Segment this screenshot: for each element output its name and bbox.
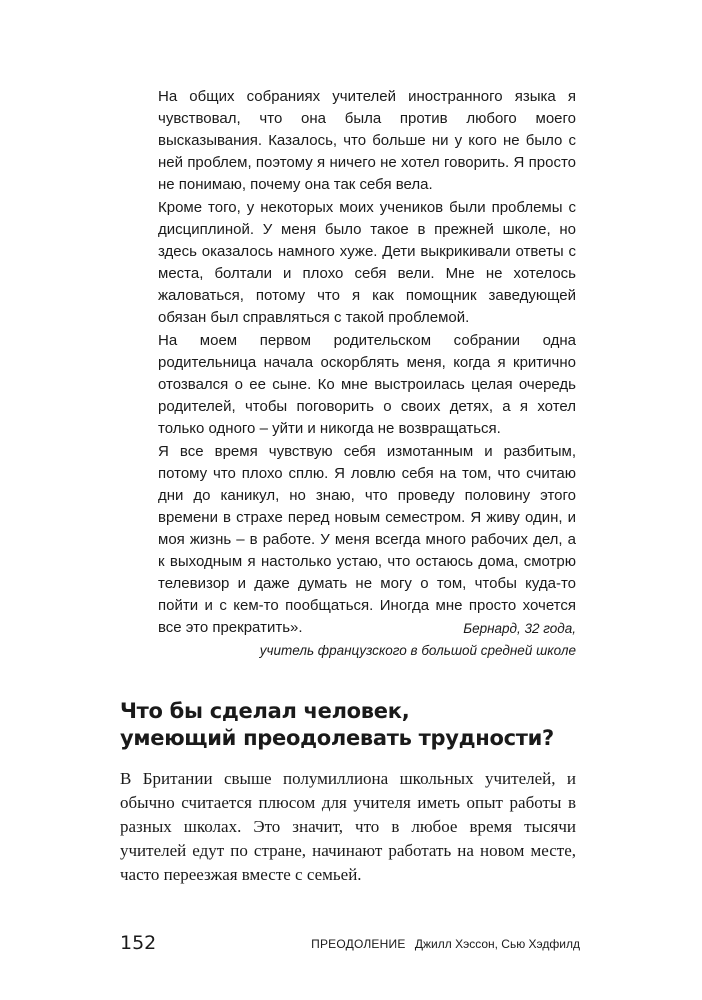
quote-paragraph: Кроме того, у некоторых моих учеников были проблемы с дисциплиной. У меня было такое в прежней школе, но здесь оказалось намного хуже. Дети выкрикивали ответы с места, болтали и плохо себя вели. Мне не хотелось жаловаться, потому что я как помощник заведующей обязан был справляться с такой проблемой. (158, 199, 576, 326)
section-heading-line: Что бы сделал человек, (120, 699, 410, 723)
running-footer (311, 936, 580, 952)
attribution-role: учитель французского в большой средней школе (259, 643, 576, 658)
quote-paragraph: На общих собраниях учителей иностранного языка я чувствовал, что она была против любого моего высказывания. Казалось, что больше ни у кого не было с ней проблем, поэтому я ничего не хотел говорить. Я просто не понимаю, почему она так себя вела. (158, 88, 576, 193)
book-authors: Джилл Хэссон, Сью Хэдфилд (414, 937, 580, 951)
section-heading-line: умеющий преодолевать трудности? (120, 726, 554, 750)
page-number: 152 (120, 932, 157, 954)
book-title: ПРЕОДОЛЕНИЕ (311, 937, 406, 951)
section-heading (120, 698, 600, 752)
section-body-paragraph: В Британии свыше полумиллиона школьных учителей, и обычно считается плюсом для учителя иметь опыт работы в разных школах. Это значит, что в любое время тысячи учителей едут по стране, начинают работать на новом месте, часто переезжая вместе с семьей. (120, 769, 576, 884)
testimonial-quote (158, 86, 576, 640)
quote-attribution (158, 618, 576, 662)
quote-paragraph: На моем первом родительском собрании одна родительница начала оскорблять меня, когда я критично отозвался о ее сыне. Ко мне выстроилась целая очередь родителей, чтобы поговорить о своих детях, а я хотел только одного – уйти и никогда не возвращаться. (158, 332, 576, 437)
attribution-name: Бернард, 32 года, (463, 621, 576, 636)
quote-paragraph: Я все время чувствую себя измотанным и разбитым, потому что плохо сплю. Я ловлю себя на том, что считаю дни до каникул, но знаю, что проведу половину этого времени в страхе перед новым семестром. Я живу один, и моя жизнь – в работе. У меня всегда много рабочих дел, а к выходным я настолько устаю, что остаюсь дома, смотрю телевизор и даже думать не могу о том, чтобы куда-то пойти и с кем-то пообщаться. Иногда мне просто хочется все это прекратить». (158, 443, 576, 636)
page-footer (120, 930, 580, 960)
